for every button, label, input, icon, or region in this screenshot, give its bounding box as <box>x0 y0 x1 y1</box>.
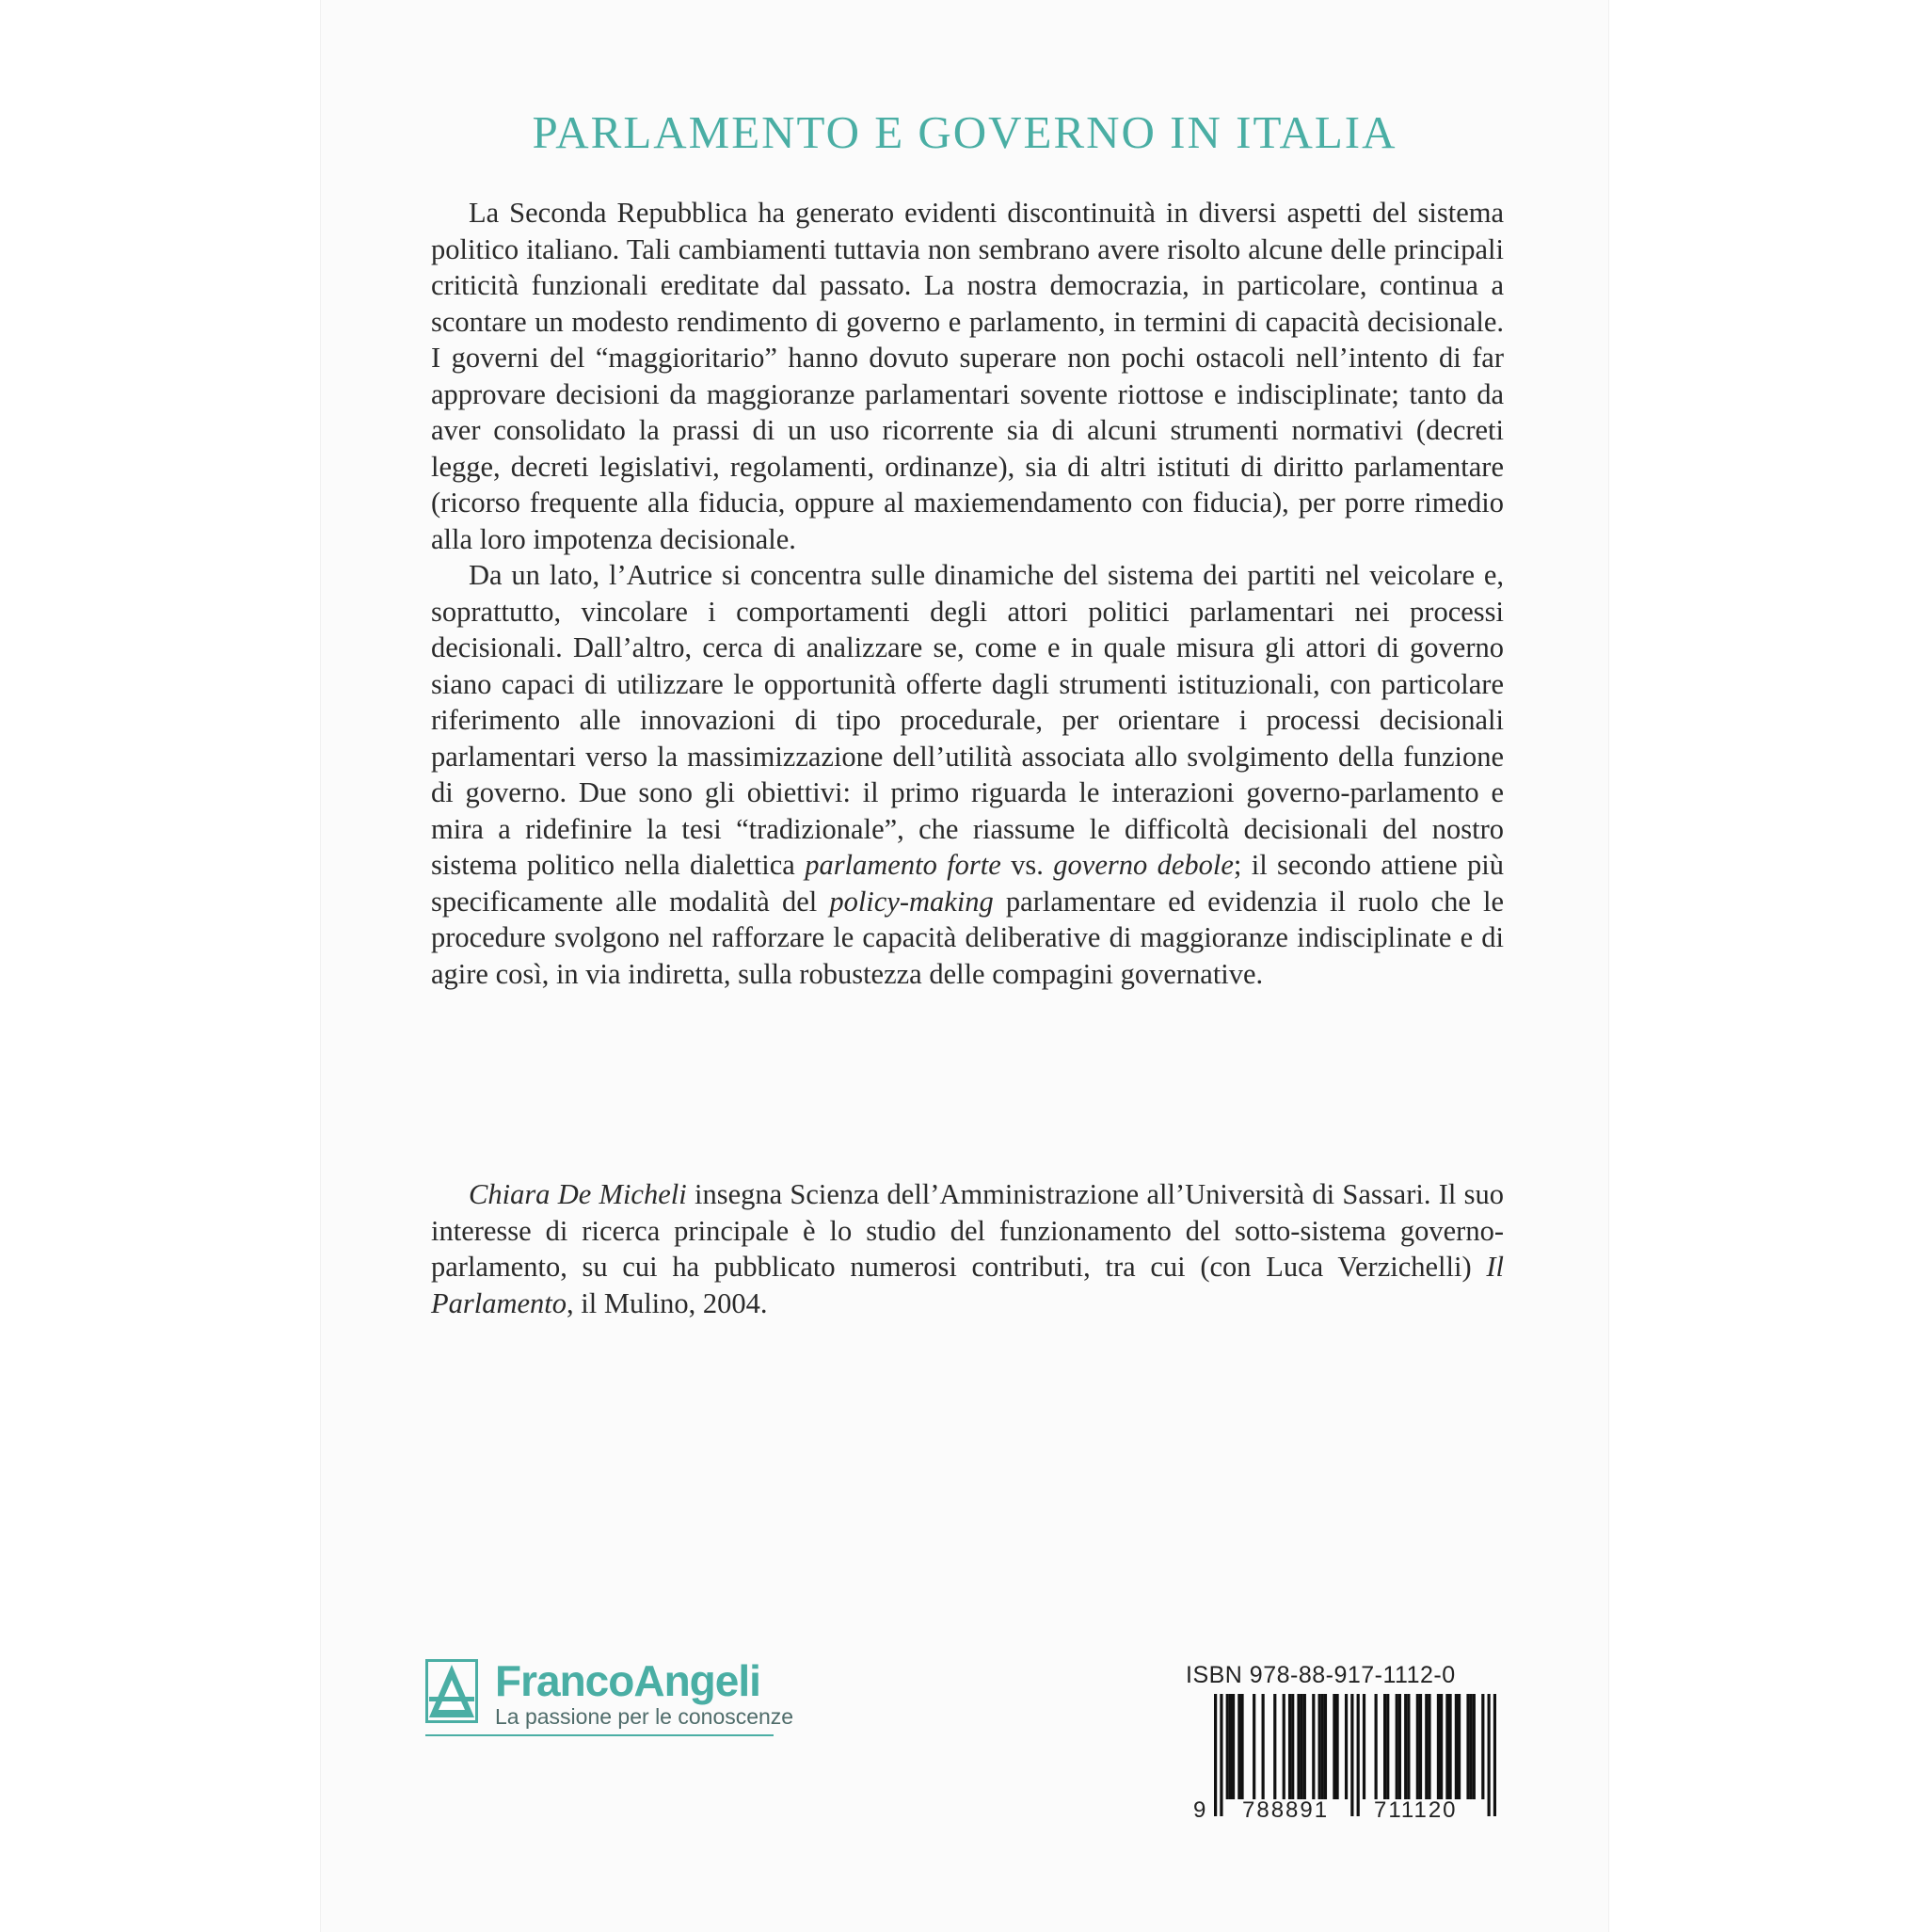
barcode-bar <box>1237 1694 1240 1799</box>
barcode-bar <box>1473 1694 1476 1799</box>
barcode-bar <box>1407 1694 1410 1799</box>
author-name: Chiara De Micheli <box>469 1178 687 1210</box>
barcode-bar <box>1273 1694 1276 1799</box>
barcode-bar <box>1288 1694 1291 1799</box>
publisher-emblem-icon <box>425 1659 478 1723</box>
barcode-bar <box>1404 1694 1407 1799</box>
barcode-bar <box>1357 1694 1360 1816</box>
blurb-text: Da un lato, l’Autrice si concentra sulle dinamiche del sistema dei partiti nel veicolare e, soprattutto, vincolare i comportamenti degli attori politici parlamentari nei processi decisionali. Dall’altro, cerca di analizzare se, come e in quale misura gli attori di governo siano capaci di utilizzare le opportunità offerte dagli strumenti istituzionali, con particolare riferimento alle innovazioni di tipo procedurale, per orientare i processi decisionali parlamentari verso la massimizzazione dell’utilità associata allo svolgimento della funzione di governo. Due sono gli obiettivi: il primo riguarda le interazioni governo-parlamento e mira a ridefinire la tesi “tradizionale”, che riassume le difficoltà decisionali del nostro sistema politico nella dialettica <box>431 559 1504 881</box>
barcode-bar <box>1383 1694 1386 1799</box>
barcode-bar <box>1324 1694 1327 1799</box>
blurb-paragraph-1: La Seconda Repubblica ha generato evidenti discontinuità in diversi aspetti del sistema politico italiano. Tali cambiamenti tuttavia non sembrano avere risolto alcune delle principali criticità funzionali ereditate dal passato. La nostra democrazia, in particolare, continua a scontare un modesto rendimento di governo e parlamento, in termini di capacità decisionale. I governi del “maggioritario” hanno dovuto superare non pochi ostacoli nell’intento di far approvare decisioni da maggioranze parlamentari sovente riottose e indisciplinate; tanto da aver consolidato la prassi di un uso ricorrente sia di alcuni strumenti normativi (decreti legge, decreti legislativi, regolamenti, ordinanze), sia di altri istituti di diritto parlamentare (ricorso frequente alla fiducia, oppure al maxiemendamento con fiducia), per porre rimedio alla loro impotenza decisionale. <box>431 197 1504 555</box>
barcode-bar <box>1419 1694 1422 1799</box>
barcode-digits-left: 788891 <box>1242 1797 1330 1823</box>
barcode-bar <box>1350 1694 1353 1816</box>
barcode-bar <box>1335 1694 1338 1799</box>
author-bio-paragraph <box>431 1176 1504 1321</box>
barcode-bar <box>1363 1694 1365 1799</box>
barcode-bar <box>1481 1694 1484 1799</box>
blurb-italic-text: governo debole <box>1053 849 1234 881</box>
barcode-bar <box>1303 1694 1306 1799</box>
barcode-bar <box>1428 1694 1430 1799</box>
barcode-bar <box>1262 1694 1265 1799</box>
barcode-bar <box>1301 1694 1303 1799</box>
barcode-bar <box>1386 1694 1389 1799</box>
barcode-bar <box>1437 1694 1440 1799</box>
barcode-bar <box>1321 1694 1324 1799</box>
isbn-label: ISBN 978-88-917-1112-0 <box>1186 1662 1456 1688</box>
blurb-text: ; il secondo attiene più specificamente alle modalità del <box>431 849 1504 918</box>
barcode-bar <box>1232 1694 1235 1799</box>
blurb-text: parlamentare ed evidenzia il ruolo che le procedure svolgono nel rafforzare le capacità deliberative di maggioranze indisciplinate e di agire così, in via indiretta, sulla robustezza delle compagini governative. <box>431 885 1504 990</box>
bio-text: , il Mulino, 2004. <box>567 1286 768 1319</box>
barcode-digits-right: 711120 <box>1374 1797 1458 1823</box>
barcode-bar <box>1466 1694 1469 1799</box>
barcode-bar <box>1455 1694 1458 1799</box>
barcode-bar <box>1345 1694 1348 1799</box>
blurb-italic-text: policy-making <box>829 885 994 918</box>
barcode-bar <box>1240 1694 1243 1799</box>
blurb-italic-text: parlamento forte <box>805 849 1001 881</box>
barcode-bar <box>1283 1694 1285 1799</box>
barcode-bar <box>1445 1694 1448 1799</box>
book-title: PARLAMENTO E GOVERNO IN ITALIA <box>532 106 1397 158</box>
book-reference: Il Parlamento <box>431 1251 1504 1319</box>
author-bio <box>431 1176 1504 1321</box>
barcode-bar <box>1488 1694 1491 1816</box>
barcode-bar <box>1253 1694 1255 1799</box>
barcode-bar <box>1220 1694 1222 1816</box>
barcode-bar <box>1297 1694 1300 1799</box>
barcode-bar <box>1226 1694 1229 1799</box>
barcode-bar <box>1470 1694 1473 1799</box>
barcode-bar <box>1440 1694 1443 1799</box>
publisher-rule <box>425 1734 774 1736</box>
barcode-bar <box>1375 1694 1378 1799</box>
barcode-bar <box>1448 1694 1451 1799</box>
barcode-bar <box>1458 1694 1461 1799</box>
publisher-tagline: La passione per le conoscenze <box>495 1704 794 1729</box>
barcode-bar <box>1425 1694 1428 1799</box>
barcode-bar <box>1214 1694 1217 1816</box>
barcode-bar <box>1396 1694 1398 1799</box>
publisher-logo <box>425 1656 794 1736</box>
bio-text: insegna Scienza dell’Amministrazione all’Università di Sassari. Il suo interesse di ricerca principale è lo studio del funzionamento del sotto-sistema governo-parlamento, su cui ha pubblicato numerosi contributi, tra cui (con Luca Verzichelli) <box>431 1178 1504 1283</box>
blurb-paragraph-2 <box>431 557 1504 992</box>
barcode-bar <box>1229 1694 1232 1799</box>
barcode-bar <box>1291 1694 1294 1799</box>
barcode-digit-first: 9 <box>1193 1797 1208 1823</box>
barcode-bar <box>1318 1694 1321 1799</box>
barcode-bar <box>1493 1694 1496 1816</box>
blurb-text: vs. <box>1000 849 1054 881</box>
barcode-bar <box>1312 1694 1315 1799</box>
blurb <box>431 195 1504 992</box>
barcode-bar <box>1416 1694 1419 1799</box>
publisher-name: FrancoAngeli <box>495 1656 760 1705</box>
barcode-bar <box>1333 1694 1335 1799</box>
barcode-bar <box>1398 1694 1401 1799</box>
